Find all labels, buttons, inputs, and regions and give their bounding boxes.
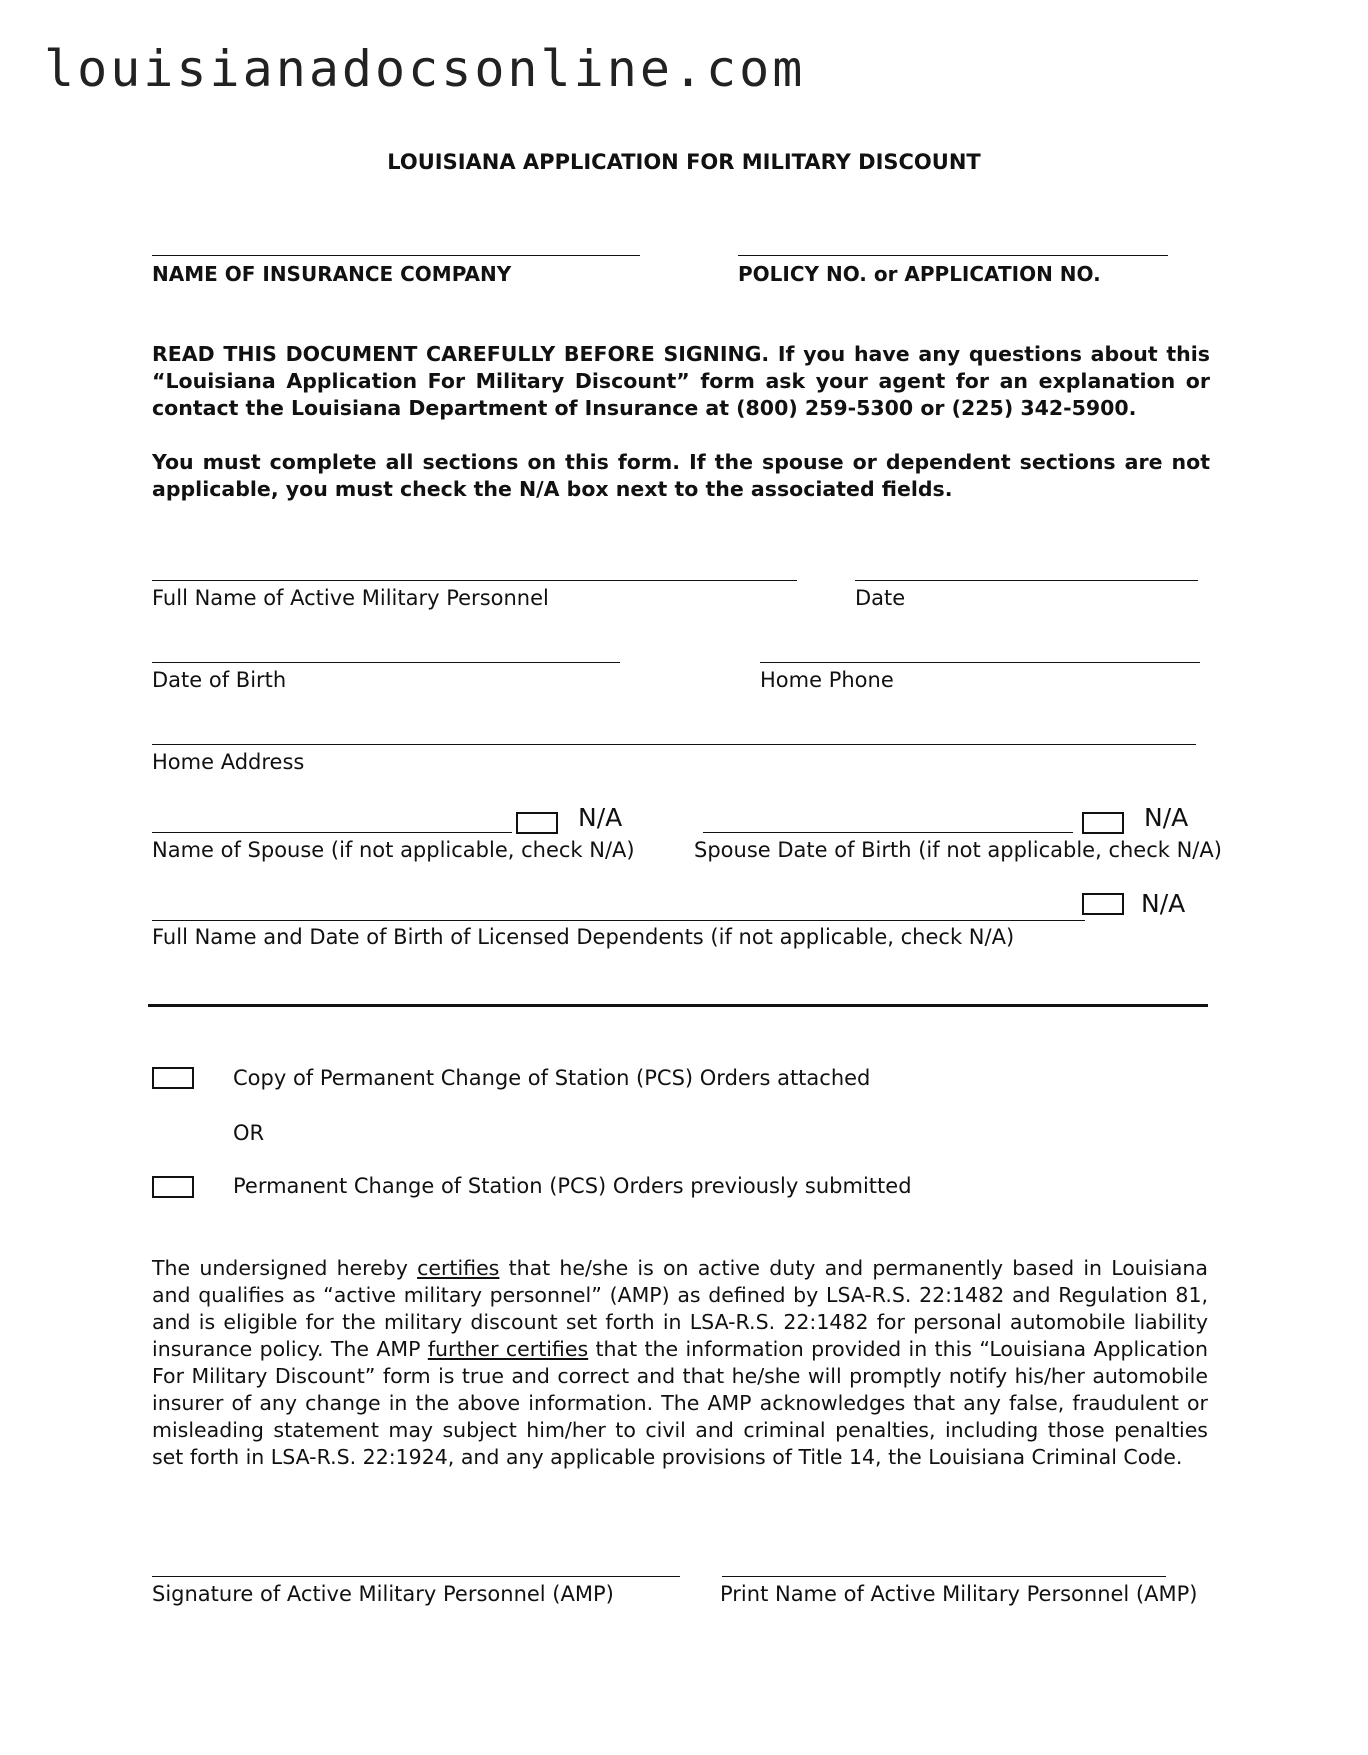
certification-paragraph xyxy=(152,1255,1208,1471)
spouse-name-label: Name of Spouse (if not applicable, check N/A) xyxy=(152,838,635,862)
pcs-submitted-label: Permanent Change of Station (PCS) Orders previously submitted xyxy=(233,1174,912,1198)
date-of-birth-label: Date of Birth xyxy=(152,668,287,692)
spouse-name-na-label: N/A xyxy=(578,803,623,832)
spouse-dob-na-label: N/A xyxy=(1144,803,1189,832)
certification-text-3: that the information provided in this “Louisiana Application For Military Discount” form is true and correct and that he/she will promptly notify his/her automobile insurer of any change in the above information. The AMP acknowledges that any false, fraudulent or misleading statement may subject him/her to civil and criminal penalties, including those penalties set forth in LSA-R.S. 22:1924, and any applicable provisions of Title 14, the Louisiana Criminal Code. xyxy=(152,1337,1208,1469)
pcs-submitted-checkbox[interactable] xyxy=(152,1176,194,1198)
instructions-paragraph-1: READ THIS DOCUMENT CAREFULLY BEFORE SIGNING. If you have any questions about this “Louisiana Application For Military Discount” form ask your agent for an explanation or contact the Louisiana Department of Insurance at (800) 259-5300 or (225) 342-5900. xyxy=(152,342,1210,420)
date-line[interactable] xyxy=(855,580,1198,581)
dependents-line[interactable] xyxy=(152,920,1085,921)
spouse-dob-label: Spouse Date of Birth (if not applicable, check N/A) xyxy=(694,838,1222,862)
date-label: Date xyxy=(855,586,906,610)
spouse-name-na-checkbox[interactable] xyxy=(516,812,558,834)
further-certifies-text: further certifies xyxy=(427,1337,589,1361)
full-name-label: Full Name of Active Military Personnel xyxy=(152,586,549,610)
dependents-label: Full Name and Date of Birth of Licensed Dependents (if not applicable, check N/A) xyxy=(152,925,1015,949)
home-address-label: Home Address xyxy=(152,750,305,774)
signature-line[interactable] xyxy=(152,1576,680,1577)
certification-text-1: The undersigned hereby xyxy=(152,1256,418,1280)
spouse-dob-na-checkbox[interactable] xyxy=(1082,812,1124,834)
dependents-second-line[interactable] xyxy=(148,1004,1208,1007)
spouse-name-line[interactable] xyxy=(152,832,512,833)
policy-number-label: POLICY NO. or APPLICATION NO. xyxy=(738,262,1101,286)
print-name-line[interactable] xyxy=(722,1576,1166,1577)
full-name-line[interactable] xyxy=(152,580,797,581)
certification-text-2: that he/she is on active duty and permanently based in Louisiana and qualifies as “active military personnel” (AMP) as defined by LSA-R.S. 22:1482 and Regulation 81, and is eligible for the military discount set forth in LSA-R.S. 22:1482 for personal automobile liability insurance policy. The AMP xyxy=(152,1256,1208,1361)
home-address-line[interactable] xyxy=(152,744,1196,745)
pcs-attached-label: Copy of Permanent Change of Station (PCS) Orders attached xyxy=(233,1066,871,1090)
dependents-na-checkbox[interactable] xyxy=(1082,893,1124,915)
insurance-company-line[interactable] xyxy=(152,255,640,256)
pcs-attached-checkbox[interactable] xyxy=(152,1067,194,1089)
spouse-dob-line[interactable] xyxy=(703,832,1073,833)
form-title: LOUISIANA APPLICATION FOR MILITARY DISCOUNT xyxy=(387,150,981,174)
instructions-paragraph-2: You must complete all sections on this form. If the spouse or dependent sections are not applicable, you must check the N/A box next to the associated fields. xyxy=(152,450,1210,501)
certifies-text: certifies xyxy=(417,1256,500,1280)
print-name-label: Print Name of Active Military Personnel (AMP) xyxy=(720,1582,1198,1606)
home-phone-label: Home Phone xyxy=(760,668,894,692)
policy-number-line[interactable] xyxy=(738,255,1168,256)
pcs-or-label: OR xyxy=(233,1121,265,1145)
signature-label: Signature of Active Military Personnel (AMP) xyxy=(152,1582,614,1606)
watermark: louisianadocsonline.com xyxy=(44,40,806,98)
home-phone-line[interactable] xyxy=(760,662,1200,663)
insurance-company-label: NAME OF INSURANCE COMPANY xyxy=(152,262,512,286)
date-of-birth-line[interactable] xyxy=(152,662,620,663)
dependents-na-label: N/A xyxy=(1141,889,1186,918)
